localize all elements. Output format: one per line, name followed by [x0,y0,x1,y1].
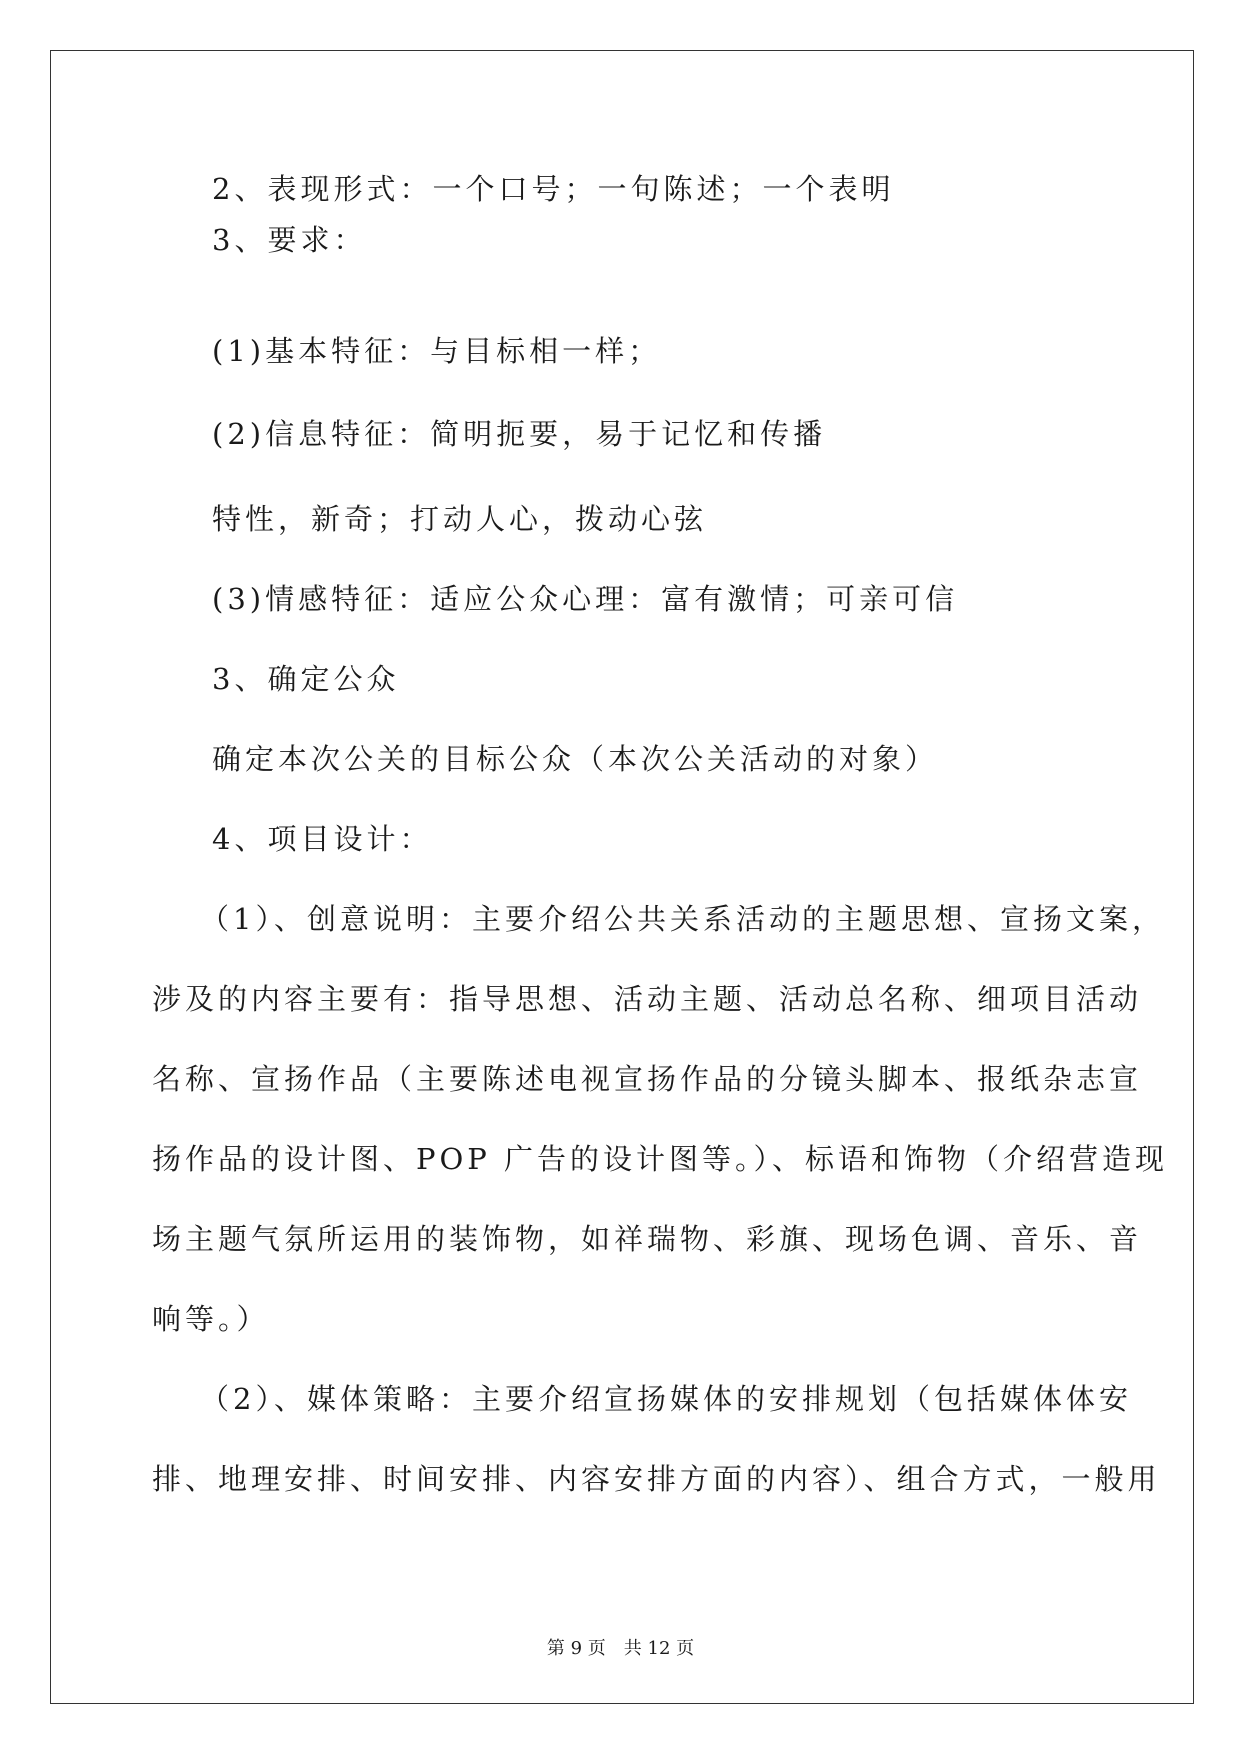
page-border [50,50,1194,1704]
paragraph-line: 场主题气氛所运用的装饰物，如祥瑞物、彩旗、现场色调、音乐、音 [152,1222,1143,1256]
page-number-footer: 第 9 页 共 12 页 [546,1638,695,1659]
paragraph-line: 扬作品的设计图、POP 广告的设计图等。）、标语和饰物（介绍营造现 [152,1142,1169,1176]
paragraph-line: 确定本次公关的目标公众（本次公关活动的对象） [212,742,939,776]
paragraph-line: 2、表现形式：一个口号；一句陈述；一个表明 [212,172,895,206]
paragraph-line: (1)基本特征：与目标相一样； [212,334,662,368]
paragraph-line: (2)信息特征：简明扼要，易于记忆和传播 [212,417,827,451]
paragraph-line: 特性，新奇；打动人心，拨动心弦 [212,502,708,536]
paragraph-line: （2）、媒体策略：主要介绍宣扬媒体的安排规划（包括媒体体安 [200,1382,1132,1416]
paragraph-line: 3、要求： [212,223,367,257]
paragraph-line: 名称、宣扬作品（主要陈述电视宣扬作品的分镜头脚本、报纸杂志宣 [152,1062,1143,1096]
paragraph-line: 4、项目设计： [212,822,433,856]
paragraph-line: 排、地理安排、时间安排、内容安排方面的内容）、组合方式，一般用 [152,1462,1161,1496]
paragraph-line: 涉及的内容主要有：指导思想、活动主题、活动总名称、细项目活动 [152,982,1143,1016]
paragraph-line: 响等。） [152,1302,270,1336]
paragraph-line: (3)情感特征：适应公众心理：富有激情；可亲可信 [212,582,959,616]
paragraph-line: （1）、创意说明：主要介绍公共关系活动的主题思想、宣扬文案， [200,902,1165,936]
paragraph-line: 3、确定公众 [212,662,400,696]
